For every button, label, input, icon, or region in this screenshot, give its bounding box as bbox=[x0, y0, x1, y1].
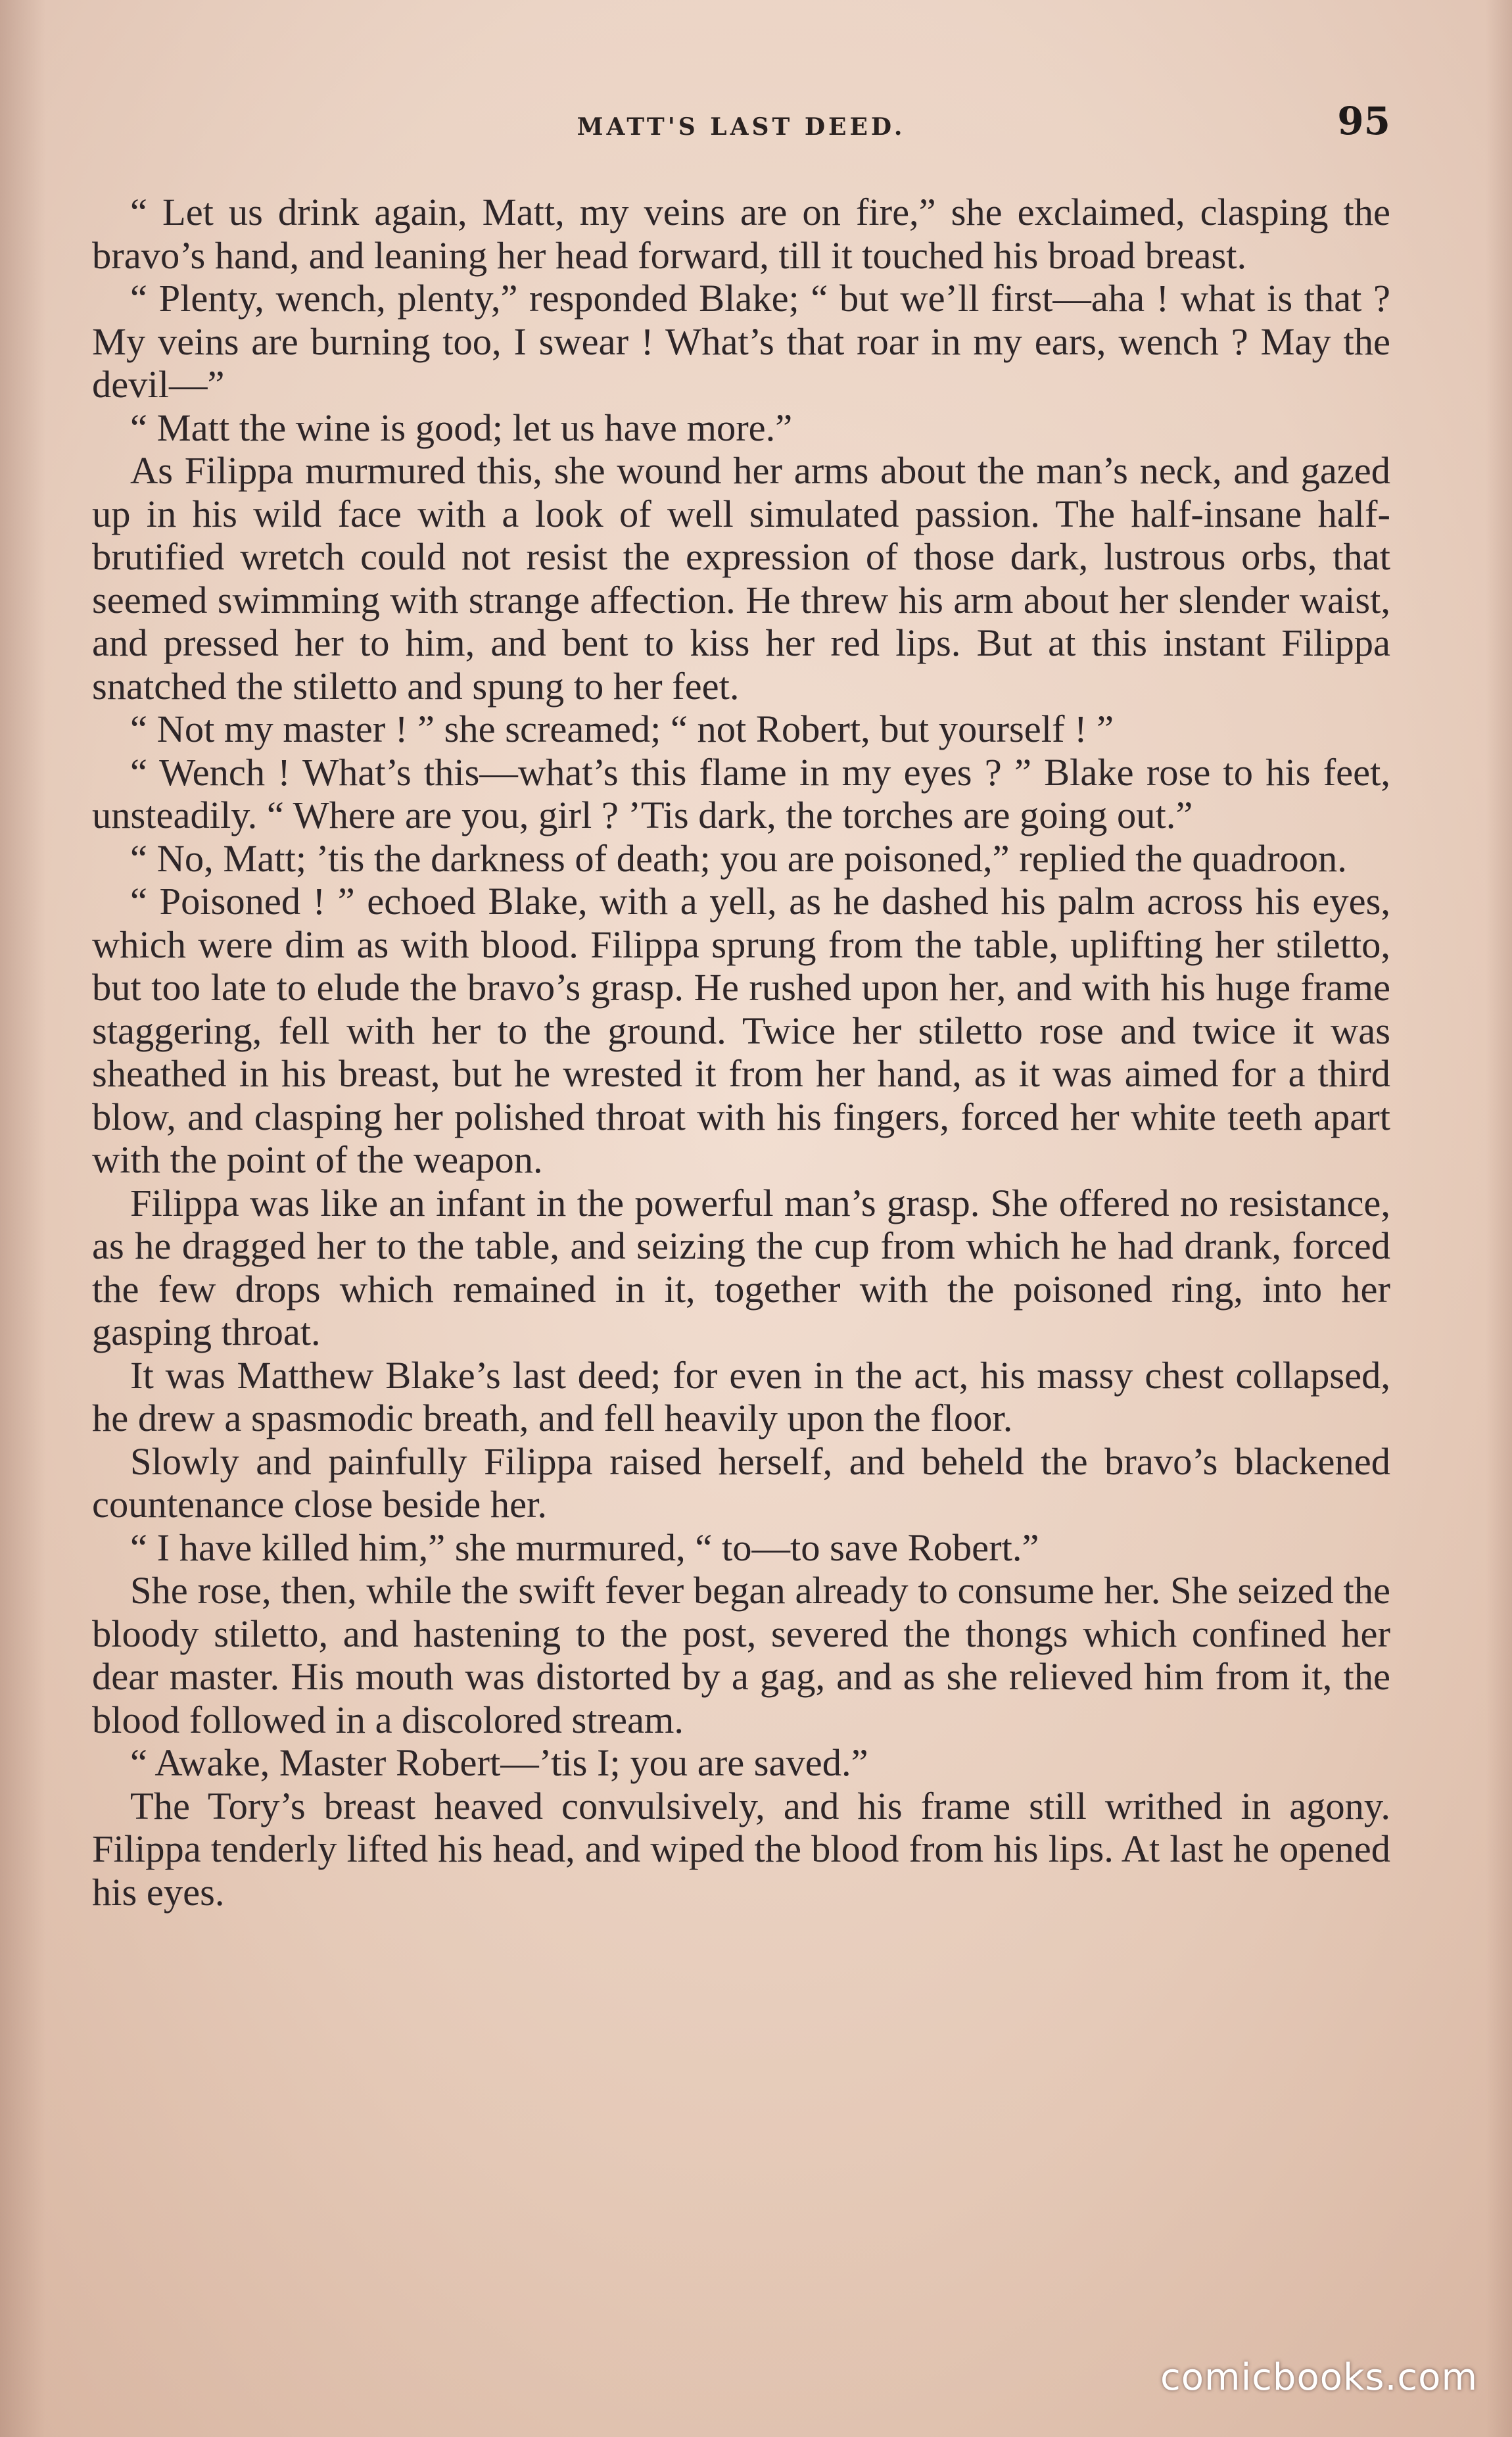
page-edge-shadow-left bbox=[0, 0, 46, 2437]
paragraph: As Filippa murmured this, she wound her arms about the man’s neck, and gazed up in his wild face with a look of well simulated passion. The half-insane half-brutified wretch could not resist the expression of those dark, lustrous orbs, that seemed swimming with strange affection. He threw his arm about her slender waist, and pressed her to him, and bent to kiss her red lips. But at this instant Filippa snatched the stiletto and spung to her feet. bbox=[92, 449, 1390, 708]
watermark: comicbooks.com bbox=[1160, 2356, 1478, 2399]
running-title: MATT'S LAST DEED. bbox=[577, 113, 906, 141]
paragraph: The Tory’s breast heaved convulsively, and his frame still writhed in agony. Filippa tenderly lifted his head, and wiped the blood from his lips. At last he opened his eyes. bbox=[92, 1784, 1390, 1914]
paragraph: “ Matt the wine is good; let us have more.” bbox=[130, 406, 793, 449]
paragraph: “ Poisoned ! ” echoed Blake, with a yell, as he dashed his palm across his eyes, which were dim as with blood. Filippa sprung from the table, uplifting her stiletto, but too late to elude the bravo’s grasp. He rushed upon her, and with his huge frame staggering, fell with her to the ground. Twice her stiletto rose and twice it was sheathed in his breast, but he wrested it from her hand, as it was aimed for a third blow, and clasping her polished throat with his fingers, forced her white teeth apart with the point of the weapon. bbox=[92, 880, 1390, 1181]
paragraph: “ I have killed him,” she murmured, “ to—to save Robert.” bbox=[130, 1526, 1039, 1569]
paragraph: “ Plenty, wench, plenty,” responded Blake; “ but we’ll first—aha ! what is that ? My veins are burning too, I swear ! What’s that roar in my ears, wench ? May the devil—” bbox=[92, 277, 1390, 406]
body-text bbox=[92, 191, 1390, 1914]
page-edge-shadow-right bbox=[1486, 0, 1512, 2437]
paragraph: “ Wench ! What’s this—what’s this flame in my eyes ? ” Blake rose to his feet, unsteadily. “ Where are you, girl ? ’Tis dark, the torches are going out.” bbox=[92, 750, 1390, 836]
paragraph: It was Matthew Blake’s last deed; for even in the act, his massy chest collapsed, he drew a spasmodic breath, and fell heavily upon the floor. bbox=[92, 1353, 1390, 1439]
paragraph: “ No, Matt; ’tis the darkness of death; you are poisoned,” replied the quadroon. bbox=[130, 836, 1347, 880]
page-number: 95 bbox=[1337, 99, 1390, 143]
paragraph: Slowly and painfully Filippa raised herself, and beheld the bravo’s blackened countenance close beside her. bbox=[92, 1439, 1390, 1526]
paragraph: “ Not my master ! ” she screamed; “ not Robert, but yourself ! ” bbox=[130, 708, 1114, 750]
paragraph: She rose, then, while the swift fever began already to consume her. She seized the bloody stiletto, and hastening to the post, severed the thongs which confined her dear master. His mouth was distorted by a gag, and as she relieved him from it, the blood followed in a discolored stream. bbox=[92, 1569, 1390, 1741]
paragraph: “ Awake, Master Robert—’tis I; you are saved.” bbox=[130, 1741, 868, 1784]
paragraph: “ Let us drink again, Matt, my veins are on fire,” she exclaimed, clasping the bravo’s hand, and leaning her head forward, till it touched his broad breast. bbox=[92, 191, 1390, 277]
page-header bbox=[92, 99, 1390, 151]
paragraph: Filippa was like an infant in the powerful man’s grasp. She offered no resistance, as he dragged her to the table, and seizing the cup from which he had drank, forced the few drops which remained in it, together with the poisoned ring, into her gasping throat. bbox=[92, 1181, 1390, 1353]
